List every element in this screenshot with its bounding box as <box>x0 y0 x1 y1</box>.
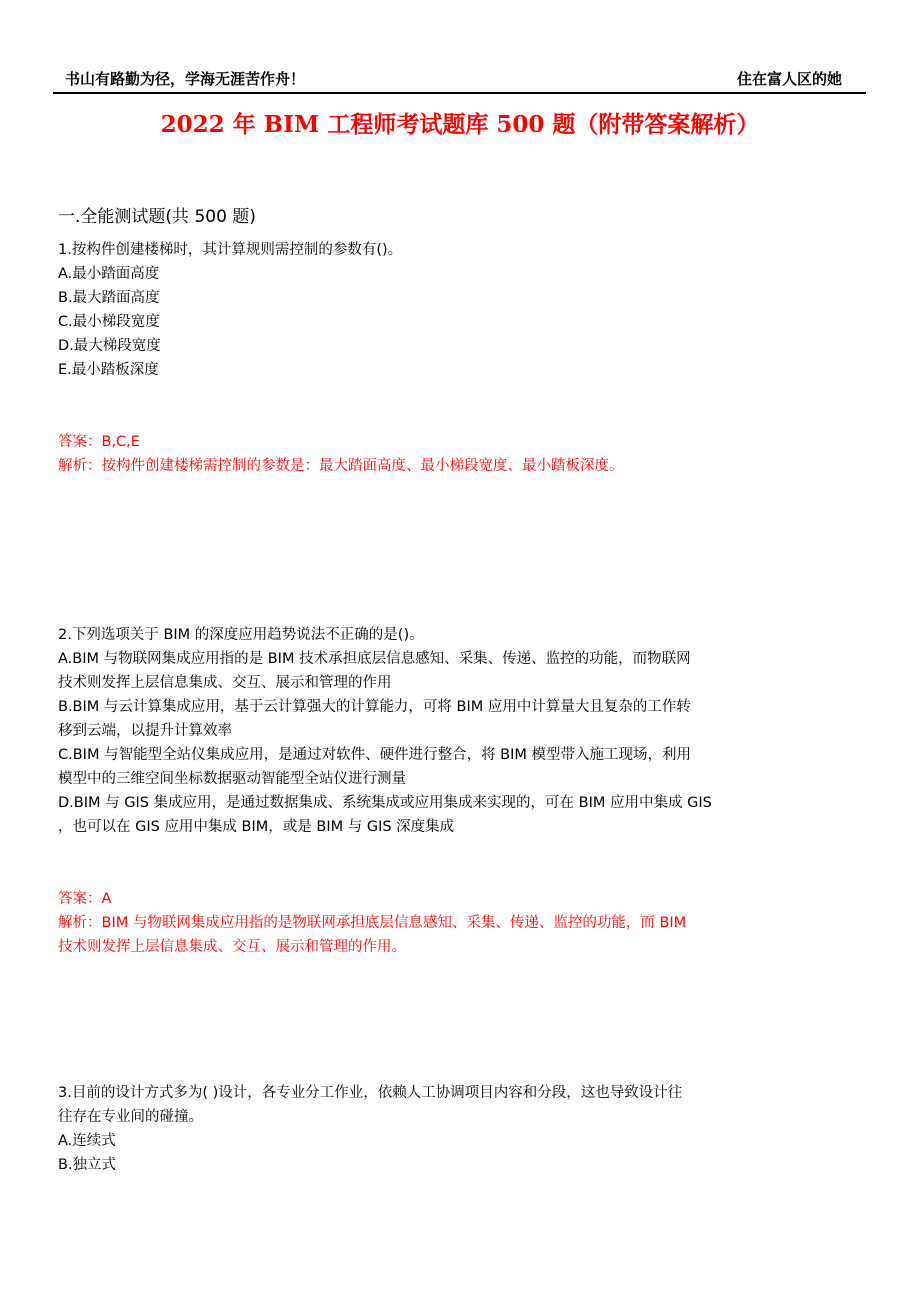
page-header <box>53 66 866 94</box>
option-d: D.最大梯段宽度 <box>58 338 161 354</box>
option-a: A.连续式 <box>58 1133 116 1149</box>
option-d: D.BIM 与 GIS 集成应用，是通过数据集成、系统集成或应用集成来实现的，可在 BIM 应用中集成 GIS <box>58 795 712 811</box>
option-b: B.最大踏面高度 <box>58 290 160 306</box>
option-c-cont: 模型中的三维空间坐标数据驱动智能型全站仪进行测量 <box>58 771 406 787</box>
header-author: 住在富人区的她 <box>736 70 842 88</box>
analysis-text-cont: 技术则发挥上层信息集成、交互、展示和管理的作用。 <box>58 939 406 955</box>
answer-block-1 <box>58 430 868 478</box>
option-c: C.BIM 与智能型全站仪集成应用，是通过对软件、硬件进行整合，将 BIM 模型带入施工现场，利用 <box>58 747 692 763</box>
option-e: E.最小踏板深度 <box>58 362 159 378</box>
document-title: 2022 年 BIM 工程师考试题库 500 题（附带答案解析） <box>160 111 760 138</box>
answer-text: 答案：B,C,E <box>58 434 140 450</box>
question-2 <box>58 623 868 839</box>
option-b-cont: 移到云端，以提升计算效率 <box>58 723 232 739</box>
section-heading: 一.全能测试题(共 500 题) <box>58 207 256 227</box>
analysis-text: 解析：按构件创建楼梯需控制的参数是：最大踏面高度、最小梯段宽度、最小踏板深度。 <box>58 458 624 474</box>
option-a-cont: 技术则发挥上层信息集成、交互、展示和管理的作用 <box>58 675 392 691</box>
analysis-text: 解析：BIM 与物联网集成应用指的是物联网承担底层信息感知、采集、传递、监控的功能，而 BIM <box>58 915 687 931</box>
question-stem: 2.下列选项关于 BIM 的深度应用趋势说法不正确的是()。 <box>58 627 424 643</box>
question-stem: 3.目前的设计方式多为( )设计，各专业分工作业，依赖人工协调项目内容和分段，这也导致设计往 <box>58 1085 683 1101</box>
option-a: A.最小踏面高度 <box>58 266 160 282</box>
question-stem-cont: 往存在专业间的碰撞。 <box>58 1109 203 1125</box>
option-a: A.BIM 与物联网集成应用指的是 BIM 技术承担底层信息感知、采集、传递、监控的功能，而物联网 <box>58 651 691 667</box>
answer-block-2 <box>58 887 868 959</box>
question-3 <box>58 1081 868 1177</box>
header-motto: 书山有路勤为径，学海无涯苦作舟！ <box>65 70 306 88</box>
option-d-cont: ，也可以在 GIS 应用中集成 BIM，或是 BIM 与 GIS 深度集成 <box>58 819 455 835</box>
question-1 <box>58 238 868 382</box>
question-stem: 1.按构件创建楼梯时，其计算规则需控制的参数有()。 <box>58 242 403 258</box>
answer-text: 答案：A <box>58 891 112 907</box>
option-c: C.最小梯段宽度 <box>58 314 160 330</box>
option-b: B.独立式 <box>58 1157 117 1173</box>
option-b: B.BIM 与云计算集成应用，基于云计算强大的计算能力，可将 BIM 应用中计算量大且复杂的工作转 <box>58 699 691 715</box>
